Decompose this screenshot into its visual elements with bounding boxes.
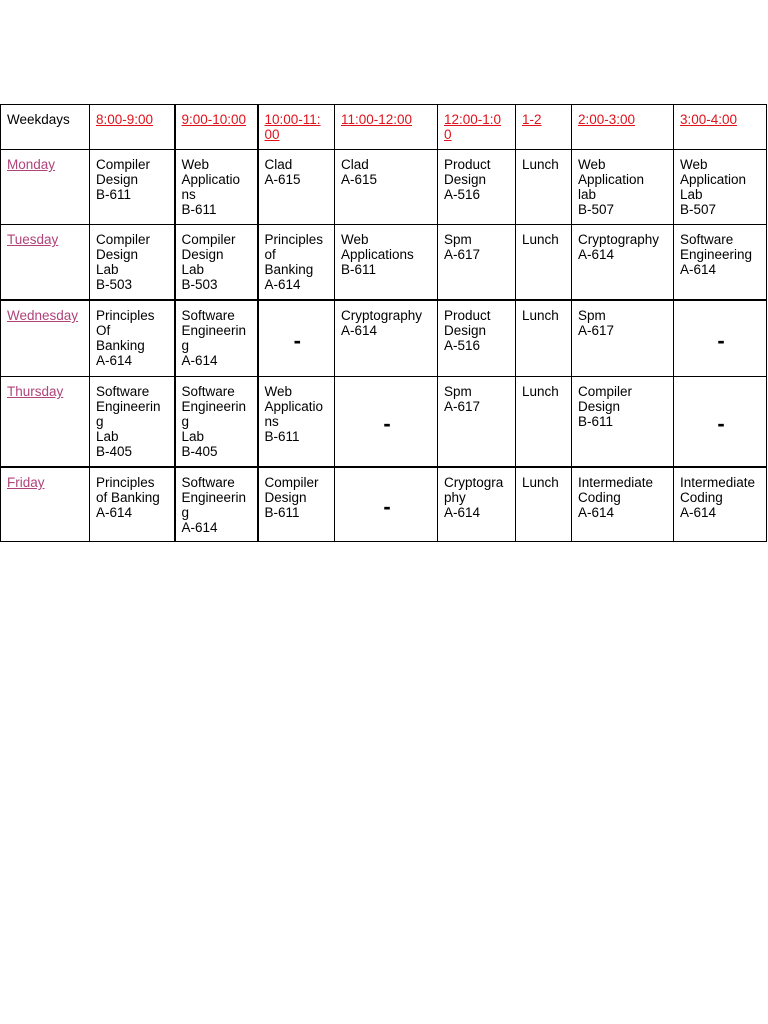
cell-line: Intermediate [578,475,654,490]
cell-line: Engineerin [96,399,161,414]
time-slot-header [438,105,516,150]
table-row [1,467,767,542]
class-cell [90,225,175,301]
cell-line: Lunch [522,308,559,323]
cell-line: Lunch [522,384,559,399]
cell-line: g [96,414,104,429]
cell-line: Application [578,172,645,187]
class-cell [335,150,438,225]
day-link[interactable]: Monday [7,157,56,172]
time-slot-link[interactable]: 1-2 [522,112,542,127]
cell-line: A-614 [341,323,378,338]
cell-line: Lab [96,429,119,444]
cell-line: Compiler [96,232,151,247]
cell-line: Design [578,399,621,414]
empty-slot-dash: - [383,410,391,436]
lunch-cell [516,150,572,225]
class-cell [572,225,674,301]
day-link[interactable]: Wednesday [7,308,79,323]
day-cell [1,377,90,468]
cell-line: Design [444,172,487,187]
time-slot-header [572,105,674,150]
day-link[interactable]: Tuesday [7,232,59,247]
cell-line: Spm [444,232,472,247]
empty-slot-cell [674,377,767,468]
cell-line: Compiler [264,475,319,490]
cell-line: Design [96,172,139,187]
cell-line: g [181,414,190,429]
cell-line: Lab [96,262,119,277]
cell-line: Lab [181,262,205,277]
class-cell [175,225,258,301]
cell-line: A-617 [578,323,615,338]
cell-line: Web [578,157,606,172]
class-cell [258,377,335,468]
cell-line: Design [264,490,307,505]
cell-line: Spm [444,384,472,399]
cell-line: Lunch [522,475,559,490]
cell-line: B-611 [264,429,300,444]
class-cell [335,225,438,301]
cell-line: Applicatio [264,399,324,414]
class-cell [674,467,767,542]
cell-line: Coding [578,490,621,505]
cell-line: Compiler [96,157,151,172]
cell-line: Web [181,157,210,172]
class-cell [175,150,258,225]
cell-line: Cryptogra [444,475,504,490]
cell-line: A-614 [96,505,133,520]
cell-line: Principles [96,308,155,323]
cell-line: Compiler [578,384,633,399]
cell-line: A-614 [680,262,717,277]
cell-line: Lunch [522,232,559,247]
empty-slot-dash: - [717,327,725,353]
time-slot-header [335,105,438,150]
class-cell [572,377,674,468]
table-row [1,377,767,468]
time-slot-link[interactable]: 9:00-10:00 [181,112,247,127]
cell-line: Web [680,157,708,172]
cell-line: Clad [341,157,369,172]
cell-line: Design [444,323,487,338]
cell-line: Software [181,384,235,399]
cell-line: Spm [578,308,606,323]
cell-line: Application [680,172,747,187]
time-slot-link[interactable]: 2:00-3:00 [578,112,636,127]
cell-line: of [264,247,276,262]
cell-line: Software [680,232,734,247]
cell-line: Web [341,232,369,247]
class-cell [258,467,335,542]
cell-line: B-405 [96,444,133,459]
class-cell [258,225,335,301]
cell-line: Compiler [181,232,236,247]
empty-slot-cell [674,300,767,377]
time-slot-link[interactable]: 11:00-12:00 [341,112,413,127]
timetable-body [1,105,767,542]
time-slot-link[interactable]: 12:00-1:0 0 [444,112,502,142]
day-cell [1,150,90,225]
cell-line: B-611 [96,187,132,202]
class-cell [572,300,674,377]
header-row [1,105,767,150]
time-slot-link[interactable]: 10:00-11: 00 [264,112,321,142]
cell-line: A-614 [680,505,717,520]
cell-line: Of [96,323,111,338]
empty-slot-cell [258,300,335,377]
class-cell [258,150,335,225]
cell-line: Web [264,384,293,399]
cell-line: lab [578,187,597,202]
cell-line: B-507 [578,202,615,217]
cell-line: B-405 [181,444,218,459]
cell-line: B-503 [96,277,133,292]
cell-line: g [181,505,190,520]
cell-line: of Banking [96,490,160,505]
time-slot-header [175,105,258,150]
cell-line: B-611 [264,505,300,520]
empty-slot-cell [335,467,438,542]
cell-line: Engineerin [181,399,247,414]
cell-line: B-503 [181,277,218,292]
table-row [1,150,767,225]
class-cell [572,150,674,225]
day-cell [1,300,90,377]
class-cell [572,467,674,542]
class-cell [674,150,767,225]
time-slot-header [516,105,572,150]
class-cell [438,377,516,468]
cell-line: Software [181,308,235,323]
cell-line: B-611 [181,202,217,217]
cell-line: Product [444,308,491,323]
cell-line: Applicatio [181,172,241,187]
weekdays-header: Weekdays [1,105,90,150]
table-row [1,225,767,301]
time-slot-header [258,105,335,150]
class-cell [438,225,516,301]
class-cell [90,150,175,225]
lunch-cell [516,300,572,377]
day-cell [1,467,90,542]
class-cell [175,300,258,377]
class-cell [175,377,258,468]
cell-line: Design [96,247,139,262]
cell-line: Banking [264,262,314,277]
cell-line: Engineerin [181,490,247,505]
cell-line: Lab [181,429,205,444]
cell-line: Clad [264,157,293,172]
cell-line: A-615 [264,172,301,187]
class-cell [674,225,767,301]
cell-line: phy [444,490,466,505]
cell-line: Software [96,384,150,399]
cell-line: A-617 [444,247,481,262]
cell-line: Intermediate [680,475,756,490]
cell-line: Banking [96,338,145,353]
cell-line: A-614 [264,277,301,292]
lunch-cell [516,377,572,468]
cell-line: B-507 [680,202,717,217]
cell-line: Principles [96,475,155,490]
time-slot-link[interactable]: 3:00-4:00 [680,112,738,127]
day-cell [1,225,90,301]
cell-line: A-614 [444,505,481,520]
cell-line: A-615 [341,172,378,187]
cell-line: A-614 [578,247,615,262]
cell-line: Cryptography [578,232,660,247]
cell-line: A-614 [181,520,218,535]
cell-line: Product [444,157,491,172]
cell-line: Software [181,475,235,490]
cell-line: ns [181,187,196,202]
cell-line: A-516 [444,338,481,353]
cell-line: A-614 [96,353,133,368]
cell-line: B-611 [341,262,377,277]
cell-line: Lab [680,187,703,202]
empty-slot-dash: - [383,493,391,519]
class-cell [90,300,175,377]
cell-line: A-516 [444,187,481,202]
cell-line: Engineerin [181,323,247,338]
cell-line: A-614 [578,505,615,520]
lunch-cell [516,225,572,301]
time-slot-header [90,105,175,150]
class-cell [335,300,438,377]
class-cell [438,467,516,542]
cell-line: Coding [680,490,723,505]
class-cell [90,377,175,468]
empty-slot-dash: - [717,410,725,436]
day-link[interactable]: Thursday [7,384,64,399]
cell-line: Engineering [680,247,753,262]
cell-line: B-611 [578,414,614,429]
cell-line: g [181,338,190,353]
class-cell [438,150,516,225]
cell-line: ns [264,414,279,429]
empty-slot-dash: - [293,327,301,353]
time-slot-link[interactable]: 8:00-9:00 [96,112,154,127]
class-cell [438,300,516,377]
time-slot-header [674,105,767,150]
table-row [1,300,767,377]
cell-line: A-614 [181,353,218,368]
class-cell [90,467,175,542]
cell-line: A-617 [444,399,481,414]
empty-slot-cell [335,377,438,468]
class-cell [175,467,258,542]
timetable [0,104,767,542]
cell-line: Principles [264,232,324,247]
cell-line: Cryptography [341,308,423,323]
lunch-cell [516,467,572,542]
cell-line: Applications [341,247,414,262]
day-link[interactable]: Friday [7,475,45,490]
cell-line: Design [181,247,224,262]
cell-line: Lunch [522,157,559,172]
